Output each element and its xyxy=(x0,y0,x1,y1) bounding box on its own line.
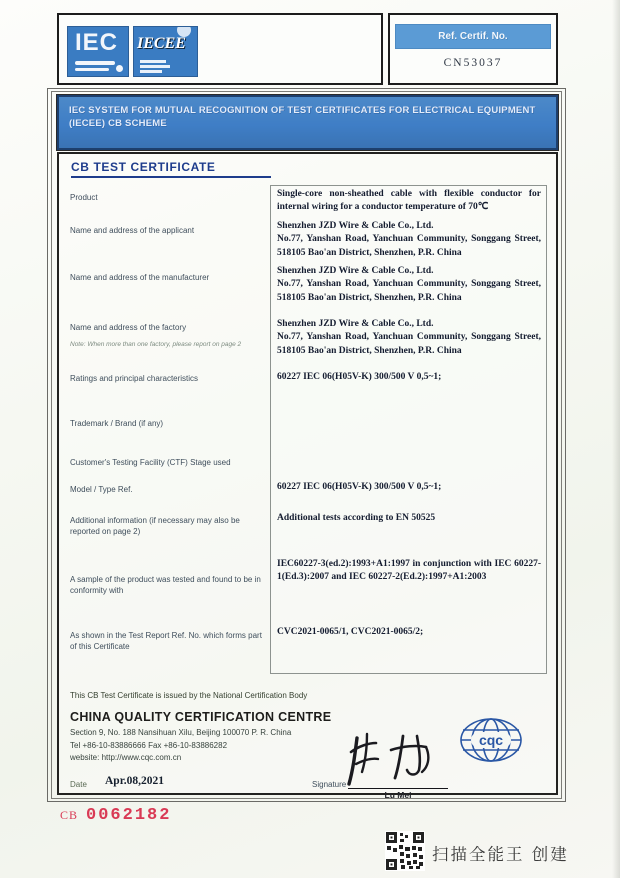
qr-code-icon xyxy=(385,831,425,871)
applicant-company: Shenzhen JZD Wire & Cable Co., Ltd. xyxy=(277,221,434,231)
scheme-banner-line2: (IECEE) CB SCHEME xyxy=(69,118,167,130)
signature-handwriting xyxy=(329,726,459,788)
field-label-ratings: Ratings and principal characteristics xyxy=(70,374,199,383)
field-value-ratings: 60227 IEC 06(H05V-K) 300/500 V 0,5~1; xyxy=(277,372,442,382)
field-label-ctf: Customer's Testing Facility (CTF) Stage used xyxy=(70,458,231,467)
certificate-title: CB TEST CERTIFICATE xyxy=(71,160,271,178)
manufacturer-address: No.77, Yanshan Road, Yanchuan Community, Songgang Street, 518105 Bao'an District, Shenzhen, P.R. China xyxy=(277,279,541,303)
issued-by-note: This CB Test Certificate is issued by the National Certification Body xyxy=(70,691,308,700)
ref-certif-number: CN53037 xyxy=(443,57,503,69)
cqc-logo-icon xyxy=(455,714,527,766)
cb-stamp xyxy=(60,806,171,825)
factory-company: Shenzhen JZD Wire & Cable Co., Ltd. xyxy=(277,319,434,329)
field-value-model: 60227 IEC 06(H05V-K) 300/500 V 0,5~1; xyxy=(277,482,442,492)
manufacturer-company: Shenzhen JZD Wire & Cable Co., Ltd. xyxy=(277,266,434,276)
logo-box xyxy=(57,13,383,85)
scan-edge-shadow xyxy=(612,0,620,878)
field-value-additional-info: Additional tests according to EN 50525 xyxy=(277,513,436,523)
field-value-manufacturer xyxy=(277,265,541,305)
field-value-product: Single-core non-sheathed cable with flexible conductor for internal wiring for a conductor temperature of 70℃ xyxy=(277,189,541,213)
ncb-address: Section 9, No. 188 Nansihuan Xilu, Beijing 100070 P. R. China xyxy=(70,728,292,737)
signature-line xyxy=(348,788,448,789)
factory-address: No.77, Yanshan Road, Yanchuan Community, Songgang Street, 518105 Bao'an District, Shenzhen, P.R. China xyxy=(277,332,541,356)
iecee-logo-icon xyxy=(133,26,198,77)
cqc-logo-text: cqc xyxy=(478,732,504,748)
field-label-test-report: As shown in the Test Report Ref. No. which forms part of this Certificate xyxy=(70,631,262,651)
scanner-watermark-label: 扫描全能王 创建 xyxy=(432,845,569,864)
field-value-applicant xyxy=(277,220,541,260)
signature-name: Lu Mei xyxy=(384,790,412,800)
field-label-conformity: A sample of the product was tested and found to be in conformity with xyxy=(70,575,261,595)
iecee-logo-text: IECEE xyxy=(137,35,186,52)
field-label-product: Product xyxy=(70,193,98,202)
ncb-name: CHINA QUALITY CERTIFICATION CENTRE xyxy=(70,710,332,724)
cb-stamp-number: 0062182 xyxy=(86,806,172,825)
signature-label: Signature xyxy=(312,780,347,789)
ref-certif-label: Ref. Certif. No. xyxy=(395,24,551,49)
scheme-banner-line1: IEC SYSTEM FOR MUTUAL RECOGNITION OF TEST CERTIFICATES FOR ELECTRICAL EQUIPMENT xyxy=(69,105,536,116)
field-label-model: Model / Type Ref. xyxy=(70,485,133,494)
field-value-conformity: IEC60227-3(ed.2):1993+A1:1997 in conjunction with IEC 60227-1(Ed.3):2007 and IEC 60227-2(Ed.2):1997+A1:2003 xyxy=(277,559,541,583)
cb-stamp-prefix: CB xyxy=(60,808,79,822)
ncb-website: website: http://www.cqc.com.cn xyxy=(70,753,182,762)
field-label-applicant: Name and address of the applicant xyxy=(70,226,195,235)
scheme-banner xyxy=(57,95,558,150)
certificate-body xyxy=(57,152,558,800)
ncb-tel-fax: Tel +86-10-83886666 Fax +86-10-83886282 xyxy=(70,741,228,750)
field-label-trademark: Trademark / Brand (if any) xyxy=(70,419,164,428)
applicant-address: No.77, Yanshan Road, Yanchuan Community, Songgang Street, 518105 Bao'an District, Shenzhen, P.R. China xyxy=(277,234,541,258)
date-value: Apr.08,2021 xyxy=(105,775,164,787)
iec-logo-text: IEC xyxy=(75,29,119,56)
field-value-test-report: CVC2021-0065/1, CVC2021-0065/2; xyxy=(277,627,424,637)
date-label: Date xyxy=(70,780,87,789)
field-note-factory: Note: When more than one factory, please report on page 2 xyxy=(70,341,242,348)
field-label-manufacturer: Name and address of the manufacturer xyxy=(70,273,210,282)
iec-logo-icon xyxy=(67,26,129,77)
field-value-factory xyxy=(277,318,541,358)
field-label-additional-info: Additional information (if necessary may also be reported on page 2) xyxy=(70,516,240,536)
field-label-factory: Name and address of the factory xyxy=(70,323,187,332)
ref-certif-box xyxy=(388,13,558,85)
